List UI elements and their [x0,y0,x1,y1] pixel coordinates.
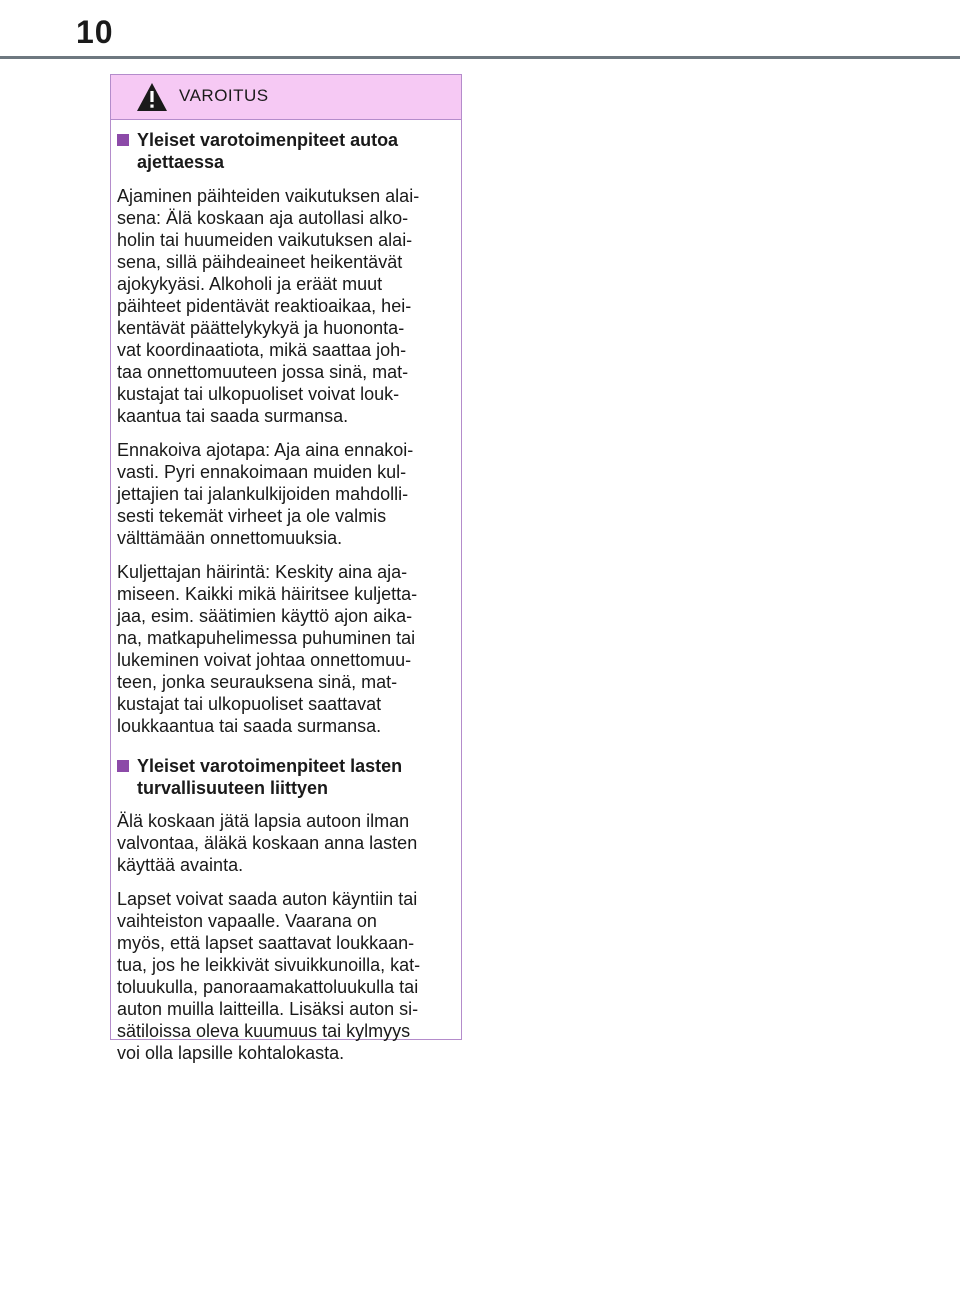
paragraph-defensive-driving: Ennakoiva ajotapa: Aja aina ennakoi- vasti. Pyri ennakoimaan muiden kul- jettajien tai jalankulkijoiden mahdolli- sesti tekemät virheet ja ole valmis välttämään onnettomuuksia. [117,440,414,548]
paragraph-unattended-children: Älä koskaan jätä lapsia autoon ilman valvontaa, äläkä koskaan anna lasten käyttää avainta. [117,811,418,875]
paragraph-children-hazards: Lapset voivat saada auton käyntiin tai vaihteiston vapaalle. Vaarana on myös, että lapset saattavat loukkaan- tua, jos he leikkivät sivuikkunoilla, kat- toluukulla, panoraamakattoluukulla tai auton muilla laitteilla. Lisäksi auton si- sätiloissa oleva kuumuus tai kylmyys voi olla lapsille kohtalokasta. [117,889,421,1063]
page-number: 10 [76,14,114,50]
section-heading-text: Yleiset varotoimenpiteet autoa ajettaessa [137,130,399,172]
square-bullet-icon [117,134,129,146]
square-bullet-icon [117,760,129,772]
warning-box [110,74,462,1063]
section-heading-text: Yleiset varotoimenpiteet lasten turvallisuuteen liittyen [137,756,403,798]
paragraph-intoxicated-driving: Ajaminen päihteiden vaikutuksen alai- sena: Älä koskaan aja autollasi alko- holin tai huumeiden vaikutuksen alai- sena, sillä päihdeaineet heikentävät ajokykyäsi. Alkoholi ja eräät muut päihteet pidentävät reaktioaikaa, hei- kentävät päättelykykyä ja huononta- vat koordinaatiota, mikä saattaa joh- taa onnettomuuteen jossa sinä, mat- kustajat tai ulkopuoliset voivat louk- kaantua tai saada surmansa. [117,186,420,426]
paragraph-driver-distraction: Kuljettajan häirintä: Keskity aina aja- miseen. Kaikki mikä häiritsee kuljetta- jaa, esim. säätimien käyttö ajon aika- na, matkapuhelimessa puhuminen tai lukeminen voivat johtaa onnettomuu- teen, jonka seurauksena sinä, mat- kustajat tai ulkopuoliset saattavat loukkaantua tai saada surmansa. [117,562,418,736]
warning-title: VAROITUS [179,86,269,105]
section-heading-child-safety [117,755,447,799]
section-heading-driving [117,129,447,173]
warning-content [111,129,461,1064]
header-rule [0,56,960,59]
warning-triangle-icon [136,82,168,112]
warning-header [111,75,461,120]
